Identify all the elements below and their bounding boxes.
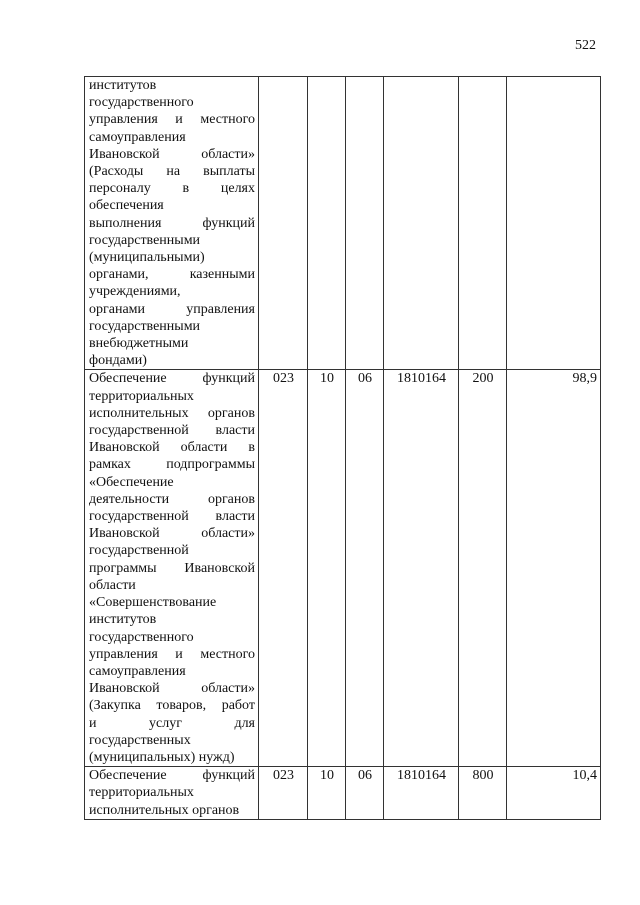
expense-name-line: программы Ивановской (89, 560, 255, 576)
expense-type-cell: 800 (459, 767, 507, 820)
section-code-cell: 10 (308, 370, 346, 767)
expense-name-line: органами, казенными (89, 267, 255, 283)
expense-name-cell (85, 767, 259, 820)
expense-name-line: «Обеспечение (89, 474, 174, 490)
expense-name-line: государственной власти (89, 509, 255, 525)
expense-name-line: Ивановской области» (89, 146, 255, 162)
expense-name-line: Обеспечение функций (89, 768, 255, 784)
expense-name-line: (Расходы на выплаты (89, 164, 255, 180)
table-row (85, 767, 601, 820)
table-row (85, 370, 601, 767)
expense-name-line: фондами) (89, 353, 147, 369)
expense-name-cell (85, 370, 259, 767)
target-item-cell (384, 77, 459, 370)
ministry-code-cell: 023 (259, 767, 308, 820)
expense-name-line: Ивановской области» (89, 681, 255, 697)
expense-name-line: самоуправления (89, 663, 186, 679)
expense-name-line: исполнительных органов (89, 405, 255, 421)
expense-name-line: государственной (89, 543, 189, 559)
expense-name-line: государственными (89, 318, 201, 334)
ministry-code-cell (259, 77, 308, 370)
expense-name-line: области (89, 577, 136, 593)
amount-cell: 10,4 (507, 767, 601, 820)
subsection-code-cell: 06 (346, 767, 384, 820)
expense-name-line: территориальных (89, 785, 194, 801)
target-item-cell: 1810164 (384, 370, 459, 767)
expense-name-cell (85, 77, 259, 370)
section-code-cell: 10 (308, 767, 346, 820)
expense-name-line: внебюджетными (89, 336, 189, 352)
expense-type-cell (459, 77, 507, 370)
section-code-cell (308, 77, 346, 370)
subsection-code-cell (346, 77, 384, 370)
expense-name-line: институтов (89, 78, 157, 93)
expense-name-line: государственной власти (89, 423, 255, 439)
expense-name-line: (Закупка товаров, работ (89, 698, 255, 714)
expense-name-line: Ивановской области» (89, 526, 255, 542)
expense-name-line: деятельности органов (89, 491, 255, 507)
page-number: 522 (575, 38, 596, 53)
expense-name-line: государственного (89, 95, 194, 111)
expense-name-line: самоуправления (89, 129, 186, 145)
expense-name-line: органами управления (89, 301, 255, 317)
expense-name-line: государственных (89, 732, 191, 748)
expense-name-line: выполнения функций (89, 215, 255, 231)
expense-name-line: персоналу в целях (89, 181, 255, 197)
expense-name-line: и услуг для (89, 715, 255, 731)
expense-name-line: (муниципальными) (89, 250, 205, 266)
amount-cell: 98,9 (507, 370, 601, 767)
expense-name-line: государственными (89, 232, 201, 248)
expense-name-line: территориальных (89, 388, 194, 404)
expense-name-line: «Совершенствование (89, 595, 217, 611)
expense-name-line: Ивановской области в (89, 440, 255, 456)
expense-name-line: Обеспечение функций (89, 371, 255, 387)
expense-name-line: государственного (89, 629, 194, 645)
expense-type-cell: 200 (459, 370, 507, 767)
expense-name-line: (муниципальных) нужд) (89, 749, 235, 765)
target-item-cell: 1810164 (384, 767, 459, 820)
table-body (85, 77, 601, 820)
expense-name-line: управления и местного (89, 646, 255, 662)
ministry-code-cell: 023 (259, 370, 308, 767)
budget-table (84, 76, 601, 820)
expense-name-line: исполнительных органов (89, 802, 240, 818)
expense-name-line: управления и местного (89, 112, 255, 128)
expense-name-line: учреждениями, (89, 284, 181, 300)
expense-name-line: рамках подпрограммы (89, 457, 255, 473)
expense-name-line: обеспечения (89, 198, 164, 214)
table-row (85, 77, 601, 370)
expense-name-line: институтов (89, 612, 157, 628)
amount-cell (507, 77, 601, 370)
subsection-code-cell: 06 (346, 370, 384, 767)
